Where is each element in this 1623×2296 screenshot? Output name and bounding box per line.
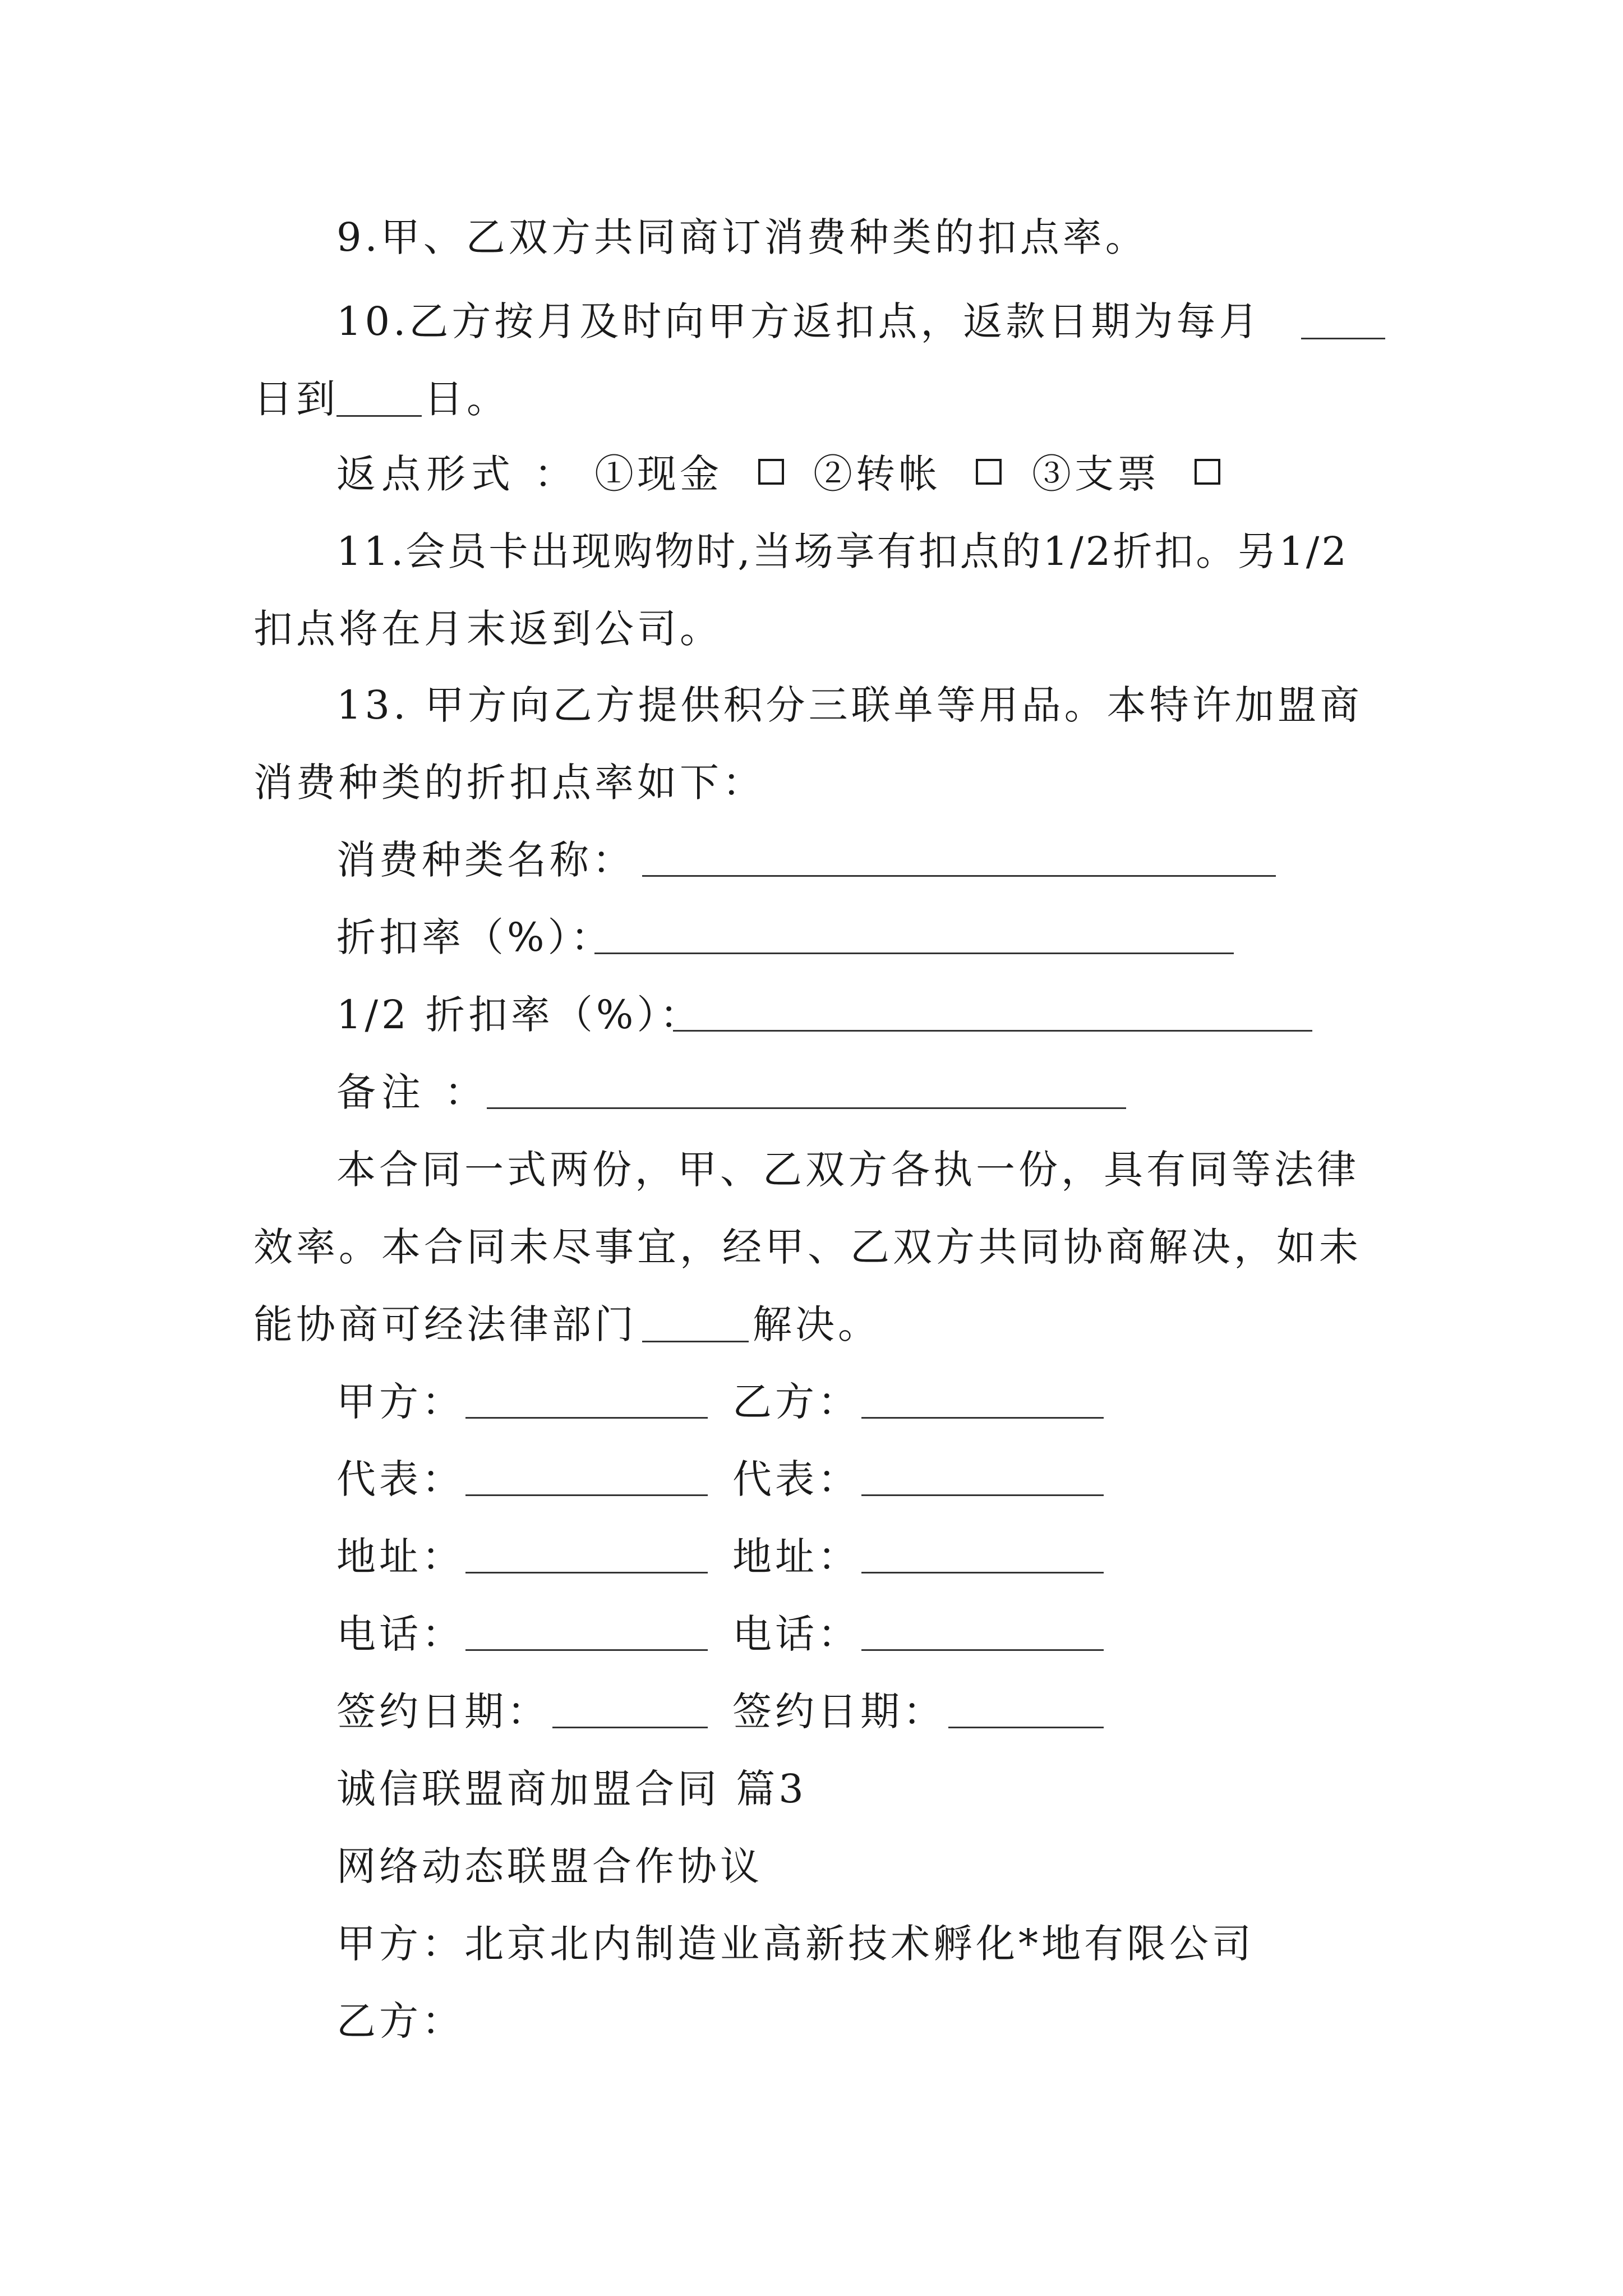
rebate-option-cheque-checkbox[interactable] [1195, 459, 1220, 485]
sig-party-b-label: 乙方： [732, 1379, 860, 1425]
sig-tel-a-blank[interactable] [465, 1649, 708, 1651]
rebate-option-transfer-label: ②转帐 [813, 451, 941, 497]
sig-tel-b-blank[interactable] [861, 1649, 1104, 1651]
sig-rep-b-blank[interactable] [861, 1494, 1104, 1496]
clause-line-2: 效率。本合同未尽事宜，经甲、乙双方共同协商解决，如未 [253, 1224, 1362, 1270]
clause-line-3-a: 能协商可经法律部门 [253, 1301, 637, 1347]
item-11-line-1: 11.会员卡出现购物时,当场享有扣点的1/2折扣。另1/2 [336, 528, 1349, 574]
sig-party-b-blank[interactable] [861, 1417, 1104, 1419]
field-category-blank[interactable] [642, 875, 1276, 877]
item-10-line-2-a: 日到 [253, 376, 339, 422]
item-11-line-2: 扣点将在月末返到公司。 [253, 606, 722, 652]
sig-party-a-blank[interactable] [465, 1417, 708, 1419]
sig-date-a-blank[interactable] [552, 1727, 708, 1728]
field-rate-label: 折扣率（%）： [336, 914, 614, 960]
rebate-option-cheque-label: ③支票 [1032, 451, 1160, 497]
sig-addr-b-label: 地址： [732, 1534, 860, 1580]
sig-date-b-blank[interactable] [948, 1727, 1104, 1728]
agreement-title: 网络动态联盟合作协议 [336, 1843, 763, 1889]
field-half-rate-blank[interactable] [673, 1030, 1312, 1032]
item-10-line-2-b: 日。 [424, 376, 509, 422]
sig-party-a-label: 甲方： [336, 1379, 464, 1425]
clause-line-1: 本合同一式两份，甲、乙双方各执一份，具有同等法律 [336, 1147, 1359, 1193]
sig-addr-a-blank[interactable] [465, 1572, 708, 1573]
clause-line-3-b: 解决。 [753, 1301, 880, 1347]
field-rate-blank[interactable] [594, 953, 1234, 954]
legal-department-blank [642, 1341, 749, 1342]
section-title: 诚信联盟商加盟合同 篇3 [336, 1766, 807, 1812]
item-13-line-1: 13. 甲方向乙方提供积分三联单等用品。本特许加盟商 [336, 682, 1363, 728]
field-category-label: 消费种类名称： [336, 837, 635, 883]
sig-date-a-label: 签约日期： [336, 1688, 550, 1734]
field-half-rate-label: 1/2 折扣率（%）： [336, 992, 703, 1038]
sig-rep-b-label: 代表： [732, 1456, 860, 1502]
item-10-line-1: 10.乙方按月及时向甲方返扣点，返款日期为每月 [336, 298, 1262, 344]
rebate-option-cash-checkbox[interactable] [758, 459, 784, 485]
sig-tel-b-label: 电话： [732, 1611, 860, 1657]
item-9-line: 9.甲、乙双方共同商订消费种类的扣点率。 [336, 214, 1148, 260]
sig-rep-a-blank[interactable] [465, 1494, 708, 1496]
rebate-option-transfer-checkbox[interactable] [976, 459, 1002, 485]
rebate-option-cash-label: ①现金 [594, 451, 722, 497]
sig-addr-a-label: 地址： [336, 1534, 464, 1580]
sig-date-b-label: 签约日期： [732, 1688, 946, 1734]
sig-addr-b-blank[interactable] [861, 1572, 1104, 1573]
rebate-form-label: 返点形式 ： [336, 451, 579, 497]
sig-rep-a-label: 代表： [336, 1456, 464, 1502]
field-note-label: 备注 ： [336, 1069, 490, 1115]
field-note-blank[interactable] [487, 1107, 1126, 1109]
rebate-end-day-blank [336, 415, 422, 417]
party-a-full-name: 甲方：北京北内制造业高新技术孵化*地有限公司 [336, 1921, 1255, 1967]
sig-tel-a-label: 电话： [336, 1611, 464, 1657]
rebate-start-day-blank [1301, 338, 1385, 339]
item-13-line-2: 消费种类的折扣点率如下： [253, 760, 765, 806]
party-b-full-name: 乙方： [336, 1998, 464, 2044]
